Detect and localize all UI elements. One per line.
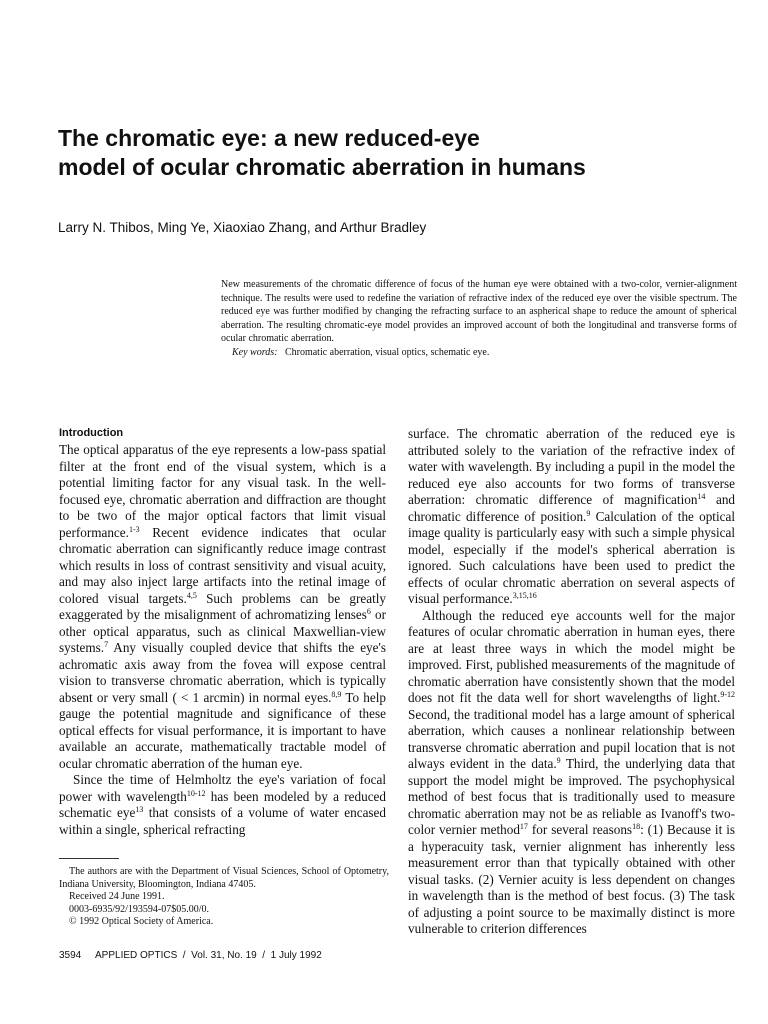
reference-citation: 17 xyxy=(519,822,528,831)
author-footnote xyxy=(59,866,389,929)
text-run: that consists of a volume of water encased within a single, spherical refracting xyxy=(59,805,387,837)
footnote-received: Received 24 June 1991. xyxy=(69,891,165,902)
reference-citation: 9-12 xyxy=(720,690,735,699)
text-run: Although the reduced eye accounts well for the major features of ocular chromatic aberration in human eyes, there are at least three ways in which the model might be improved. First, published measurements of the magnitude of chromatic aberration have consistently shown that the model does not fit the data well for short wavelengths of light. xyxy=(408,607,735,705)
title-line-1: The chromatic eye: a new reduced-eye xyxy=(58,125,480,151)
abstract xyxy=(221,278,737,359)
title-line-2: model of ocular chromatic aberration in humans xyxy=(58,154,586,180)
reference-citation: 8,9 xyxy=(331,689,342,699)
text-run: for several reasons xyxy=(527,822,633,837)
text-run: surface. The chromatic aberration of the reduced eye is attributed solely to the variation of the refractive index of water with wavelength. By including a pupil in the model the reduced eye also accounts for two forms of transverse aberration: chromatic difference of magnification xyxy=(408,426,735,507)
text-run: Second, the traditional model has a large amount of spherical aberration, which causes a nonlinear relationship between transverse chromatic aberration and pupil location that is not always evident in the data. xyxy=(408,706,735,771)
reference-citation: 13 xyxy=(135,805,144,814)
journal-citation: APPLIED OPTICS / Vol. 31, No. 19 / 1 July 1992 xyxy=(95,950,322,961)
text-run: The optical apparatus of the eye represents a low-pass spatial filter at the front end of the visual system, which is a potential limiting factor for any visual task. In the well-focused eye, chromatic aberration and diffraction are thought to be two of the major optical factors that limit visual performance. xyxy=(59,442,386,540)
reference-citation: 4,5 xyxy=(186,590,197,600)
footnote-affiliation: The authors are with the Department of Visual Sciences, School of Optometry, Indiana University, Bloomington, Indiana 47405. xyxy=(59,866,389,890)
article-title xyxy=(58,124,718,182)
footnote-code: 0003-6935/92/193594-07$05.00/0. xyxy=(69,903,209,915)
page-number: 3594 xyxy=(59,950,82,961)
text-run: Such problems can be greatly exaggerated by the misalignment of achromatizing lenses xyxy=(59,590,386,622)
reference-citation: 10-12 xyxy=(186,788,206,798)
keywords-line xyxy=(221,346,737,360)
footnote-copyright: © 1992 Optical Society of America. xyxy=(69,916,214,927)
text-run: Calculation of the optical image quality is particularly easy with such a simple physical model, especially if the model's spherical aberration is ignored. Such calculations have been used to predict the effects of ocular chromatic aberration on several aspects of visual performance. xyxy=(408,508,735,606)
reference-citation: 9 xyxy=(586,508,591,518)
reference-citation: 3,15,16 xyxy=(512,591,537,600)
keywords-text: Chromatic aberration, visual optics, schematic eye. xyxy=(284,346,490,358)
section-heading-introduction: Introduction xyxy=(59,427,124,439)
reference-citation: 18 xyxy=(632,822,641,831)
page-footer xyxy=(59,950,322,962)
text-run: and chromatic difference of position. xyxy=(408,492,736,524)
text-run: Recent evidence indicates that ocular chromatic aberration can significantly reduce image contrast which results in loss of contrast sensitivity and visual acuity, and may also inject large artifacts into the retinal image of colored visual targets. xyxy=(59,524,386,606)
right-paragraph-1 xyxy=(408,426,735,608)
text-run: Any visually coupled device that shifts the eye's achromatic axis away from the fovea will expose central vision to transverse chromatic aberration, which is typically absent or very small ( < 1 arcmin) in normal eyes. xyxy=(59,640,386,705)
text-run: : (1) Because it is a hyperacuity task, vernier alignment has inherently less measurement error than that typically obtained with other visual tasks. (2) Vernier acuity is less dependent on changes in wavelength than is the method of best focus. (3) The task of adjusting a point source to be maximally distinct is more vulnerable to criterion differences xyxy=(408,822,735,936)
body-column-right xyxy=(408,426,735,938)
intro-paragraph-1 xyxy=(59,442,386,772)
body-column-left xyxy=(59,426,386,838)
text-run: To help gauge the potential magnitude and significance of these optical effects for visual performance, it is important to have available an accurate, mathematically tractable model of ocular chromatic aberration of the human eye. xyxy=(59,689,386,771)
text-run: or other optical apparatus, such as clinical Maxwellian-view systems. xyxy=(59,607,386,655)
right-paragraph-2 xyxy=(408,608,735,938)
reference-citation: 7 xyxy=(104,640,109,649)
reference-citation: 1-3 xyxy=(128,524,140,534)
text-run: has been modeled by a reduced schematic eye xyxy=(59,788,387,820)
reference-citation: 14 xyxy=(697,492,706,501)
author-list: Larry N. Thibos, Ming Ye, Xiaoxiao Zhang, and Arthur Bradley xyxy=(58,220,427,235)
text-run: Third, the underlying data that support the model might be improved. The psychophysical method of best focus that is traditionally used to measure chromatic aberration may not be as reliable as Ivanoff's two-color vernier method xyxy=(408,756,735,837)
intro-paragraph-2 xyxy=(59,772,386,838)
keywords-label: Key words: xyxy=(232,346,278,358)
reference-citation: 9 xyxy=(556,756,561,765)
footnote-divider xyxy=(59,858,119,859)
abstract-text: New measurements of the chromatic difference of focus of the human eye were obtained with a two-color, vernier-alignment technique. The results were used to redefine the variation of refractive index of the reduced eye over the visible spectrum. The reduced eye was further modified by changing the refracting surface to an aspherical shape to reduce the amount of spherical aberration. The resulting chromatic-eye model provides an improved account of both the longitudinal and transverse forms of ocular chromatic aberration. xyxy=(221,279,737,344)
reference-citation: 6 xyxy=(366,607,371,616)
text-run: Since the time of Helmholtz the eye's variation of focal power with wavelength xyxy=(59,772,386,804)
